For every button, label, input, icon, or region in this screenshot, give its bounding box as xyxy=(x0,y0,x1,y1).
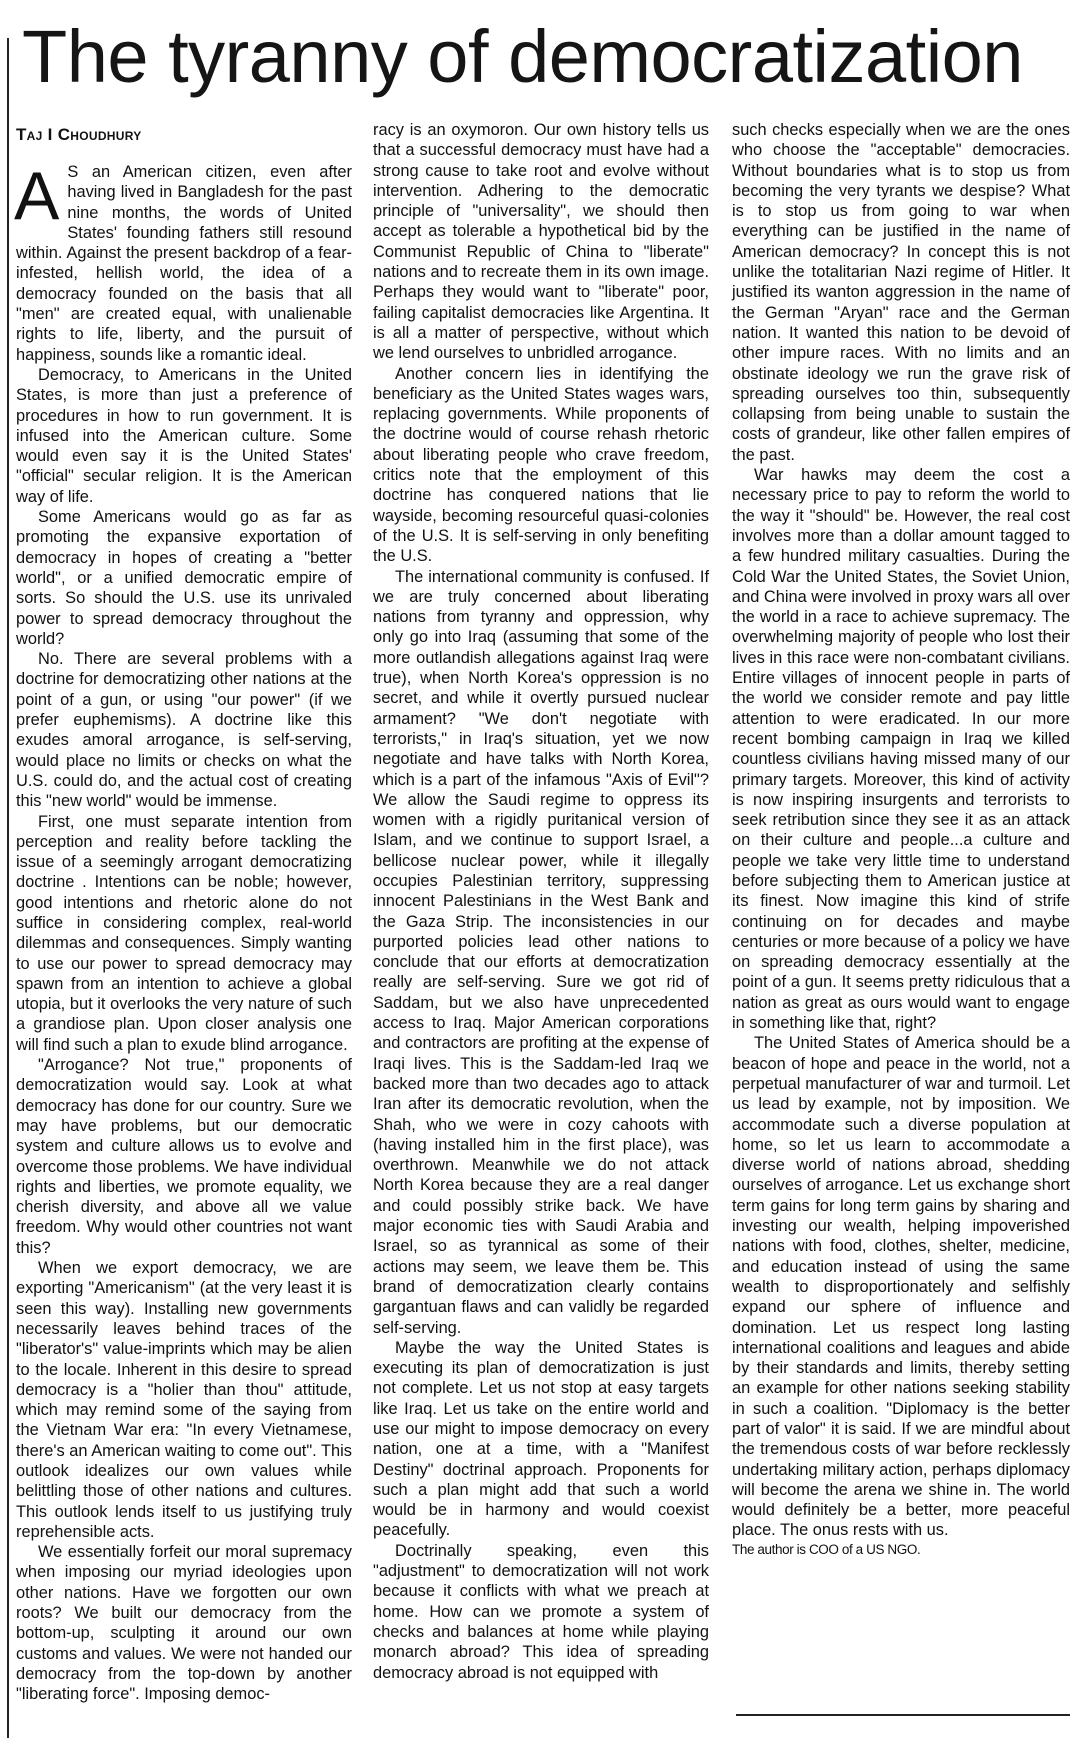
bottom-rule xyxy=(736,1714,1070,1716)
lead-text: S an American citizen, even after having lived in Bangladesh for the past nine months, the words of United States' founding fathers still resound within. Against the present backdrop of a fear-infested, hellish world, the idea of a democracy founded on the basis that all "men" are created equal, with unalienable rights to life, liberty, and the pursuit of happiness, sounds like a romantic ideal. xyxy=(16,163,352,364)
headline: The tyranny of democratization xyxy=(22,15,1023,98)
paragraph: When we export democracy, we are exporting "Americanism" (at the very least it is seen this way). Installing new governments necessarily leaves behind traces of the "liberator's" value-imprints which may be alien to the locale. Inherent in this desire to spread democracy is a "holier than thou" attitude, which may remind some of the saying from the Vietnam War era: "In every Vietnamese, there's an American waiting to come out". This outlook idealizes our own values while belittling those of other nations and cultures. This outlook lends itself to us justifying truly reprehensible acts. xyxy=(16,1259,352,1541)
paragraph: No. There are several problems with a doctrine for democratizing other nations at the point of a gun, or using "our power" (if we prefer euphemisms). A doctrine like this exudes amoral arrogance, is self-serving, would place no limits or checks on what the U.S. could do, and the actual cost of creating this "new world" would be immense. xyxy=(16,650,352,811)
paragraph: Maybe the way the United States is executing its plan of democratization is just not complete. Let us not stop at easy targets like Iraq. Let us take on the entire world and use our might to impose democracy on every nation, one at a time, with a "Manifest Destiny" doctrinal approach. Proponents for such a plan might add that such a world would be in harmony and would coexist peacefully. xyxy=(373,1338,709,1540)
paragraph-continued: racy is an oxymoron. Our own history tells us that a successful democracy must have had a strong cause to take root and evolve without intervention. Adhering to the democratic principle of "universality", we should then accept as tolerable a hypothetical bid by the Communist Republic of China to "liberate" nations and to recreate them in its own image. Perhaps they would want to "liberate" poor, failing capitalist democracies like Argentina. It is all a matter of perspective, without which we lend ourselves to unbridled arrogance. xyxy=(373,121,709,363)
paragraph: We essentially forfeit our moral supremacy when imposing our myriad ideologies upon other nations. Have we forgotten our own roots? We built our democracy from the bottom-up, sculpting it around our own customs and values. We were not handed our democracy from the top-down by another "liberating force". Imposing democ- xyxy=(16,1543,352,1704)
column-3 xyxy=(732,120,1070,1559)
author-note: The author is COO of a US NGO. xyxy=(732,1541,921,1557)
paragraph: Democracy, to Americans in the United States, is more than just a preference of procedures in how to run government. It is infused into the American culture. Some would even say it is the United States' "official" secular religion. It is the American way of life. xyxy=(16,365,352,506)
paragraph: Doctrinally speaking, even this "adjustment" to democratization will not work because it conflicts with what we preach at home. How can we promote a system of checks and balances at home while playing monarch abroad? This idea of spreading democracy abroad is not equipped with xyxy=(373,1541,709,1682)
paragraph: First, one must separate intention from perception and reality before tackling the issue of a seemingly arrogant democratizing doctrine . Intentions can be noble; however, good intentions and rhetoric alone do not suffice in considering complex, real-world dilemmas and consequences. Simply wanting to use our power to spread democracy may spawn from an intention to achieve a global utopia, but it overlooks the very nature of such a grandiose plan. Upon closer analysis one will find such a plan to exude blind arrogance. xyxy=(16,812,352,1054)
paragraph: The United States of America should be a beacon of hope and peace in the world, not a perpetual manufacturer of war and turmoil. Let us lead by example, not by imposition. We accommodate such a diverse population at home, so let us learn to accommodate a diverse world of nations abroad, shedding ourselves of arrogance. Let us exchange short term gains for long term gains by sharing and investing our wealth, helping impoverished nations with food, clothes, shelter, medicine, and education instead of using the same wealth to disproportionately and selfishly expand our sphere of influence and domination. Let us respect long lasting international coalitions and leagues and abide by their standards and limits, thereby setting an example for other nations seeking stability in such a coalition. "Diplomacy is the better part of valor" it is said. If we are mindful about the tremendous costs of war before recklessly undertaking military action, perhaps diplomacy will become the arena we shine in. The world would definitely be a better, more peaceful place. The onus rests with us. xyxy=(732,1034,1070,1540)
left-column-rule xyxy=(7,38,9,1738)
paragraph: War hawks may deem the cost a necessary price to pay to reform the world to the way it "should" be. However, the real cost involves more than a dollar amount tagged to a few hundred military casualties. During the Cold War the United States, the Soviet Union, and China were involved in proxy wars all over the world in a race to achieve supremacy. The overwhelming majority of people who lost their lives in this race were non-combatant civilians. Entire villages of innocent people in parts of the world we consider remote and pay little attention to were eradicated. In our more recent bombing campaign in Iraq we killed countless civilians having missed many of our primary targets. Moreover, this kind of activity is now inspiring insurgents and terrorists to seek retribution since they see it as an attack on their culture and people...a culture and people we take very little time to understand before subjecting them to American justice at its finest. Now imagine this kind of strife continuing on for decades and maybe centuries or more because of a policy we have on spreading democracy essentially at the point of a gun. It seems pretty ridiculous that a nation as great as ours would want to engage in something like that, right? xyxy=(732,466,1071,1033)
paragraph: "Arrogance? Not true," proponents of democratization would say. Look at what democracy has done for our country. Sure we may have problems, but our democratic system and culture allows us to evolve and overcome those problems. We have individual rights and liberties, we promote equality, we cherish diversity, and above all we value freedom. Why would other countries not want this? xyxy=(16,1056,352,1257)
column-2 xyxy=(373,120,709,1683)
column-1 xyxy=(16,124,352,1705)
paragraph: Some Americans would go as far as promoting the expansive exportation of democracy in hopes of creating a "better world", or a unified democratic empire of sorts. So should the U.S. use its unrivaled power to spread democracy throughout the world? xyxy=(16,508,352,648)
paragraph-continued: such checks especially when we are the ones who choose the "acceptable" democracies. Without boundaries what is to stop us from becoming the very tyrants we despise? What is to stop us from going to war when everything can be justified in the name of American democracy? In concept this is not unlike the totalitarian Nazi regime of Hitler. It justified its wanton aggression in the name of the German "Aryan" race and the German nation. It wanted this nation to be devoid of other impure races. With no limits and an obstinate ideology we run the grave risk of spreading ourselves too thin, subsequently collapsing from being unable to sustain the costs of grandeur, like other fallen empires of the past. xyxy=(732,121,1070,464)
paragraph: The international community is confused. If we are truly concerned about liberating nations from tyranny and oppression, why only go into Iraq (assuming that some of the more outlandish allegations against Iraq were true), when North Korea's oppression is no secret, and while it overtly pursued nuclear armament? "We don't negotiate with terrorists," in Iraq's situation, yet we now negotiate and have talks with North Korea, which is a part of the infamous "Axis of Evil"? We allow the Saudi regime to oppress its women with a rigidly puritanical version of Islam, and we continue to support Israel, a bellicose nuclear power, while it illegally occupies Palestinian territory, suppressing innocent Palestinians in the West Bank and the Gaza Strip. The inconsistencies in our purported policies lead other nations to conclude that our efforts at democratization really are self-serving. Sure we got rid of Saddam, but we also have unprecedented access to Iraq. Major American corporations and contractors are profiting at the expense of Iraqi lives. This is the Saddam-led Iraq we backed more than two decades ago to attack Iran after its democratic revolution, when the Shah, who we were in cozy cahoots with (having installed him in the first place), was overthrown. Meanwhile we do not attack North Korea because they are a real danger and could possibly strike back. We have major economic ties with Saudi Arabia and Israel, so as tyrannical as some of their actions may seem, we leave them be. This brand of democratization clearly contains gargantuan flaws and can validly be regarded self-serving. xyxy=(373,567,709,1337)
lead-paragraph xyxy=(14,158,352,365)
byline: Taj I Choudhury xyxy=(16,125,142,144)
paragraph: Another concern lies in identifying the beneficiary as the United States wages wars, replacing governments. While proponents of the doctrine would of course rehash rhetoric about liberating people who crave freedom, critics note that the employment of this doctrine has conquered nations that lie wayside, becoming resourceful quasi-colonies of the U.S. It is self-serving in only benefiting the U.S. xyxy=(373,364,709,566)
drop-cap: A xyxy=(14,158,60,234)
